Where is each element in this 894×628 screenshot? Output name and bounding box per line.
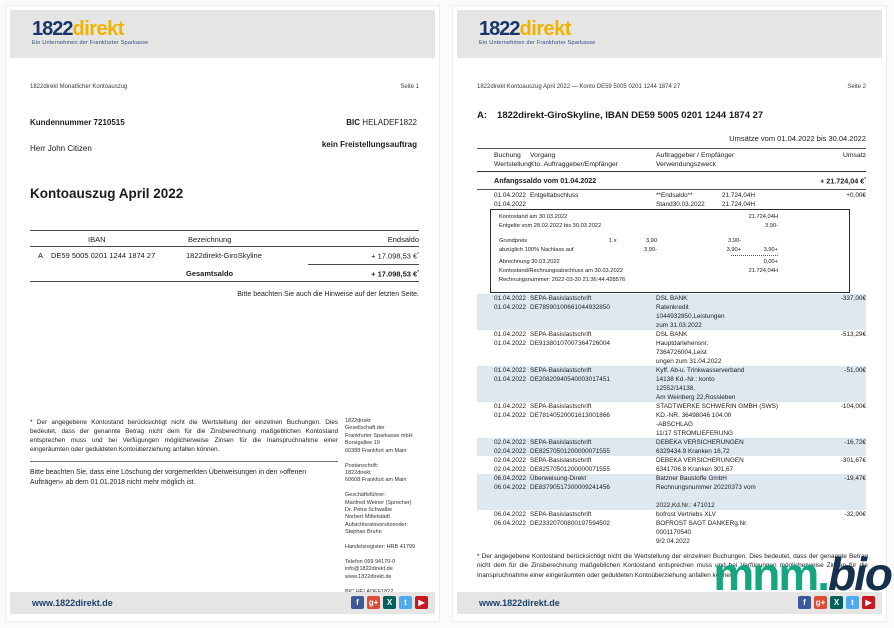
hints-notice: Bitte beachten Sie auch die Hinweise auf der letzten Seite. (237, 291, 419, 298)
company-info-column (345, 418, 435, 596)
company-info-line: Manfred Weiner (Sprecher) (345, 499, 412, 506)
youtube-icon[interactable]: ▶ (862, 596, 875, 609)
statement-page-2 (452, 5, 887, 622)
counterparty-account: DE91380107007364726004 (530, 340, 610, 347)
company-info-line: 60608 Frankfurt am Main (345, 477, 407, 484)
bic-line (322, 118, 417, 127)
fee-endsaldo-label: **Endsaldo** (656, 192, 693, 199)
value-date: 06.04.2022 (494, 484, 526, 491)
page-number: Seite 1 (400, 84, 419, 90)
booking-date: 01.04.2022 (494, 367, 526, 374)
transaction-detail-line: 7364726004,Leist (656, 349, 707, 356)
transaction-detail-line: 14138 Kd.-Nr.: konto (656, 376, 715, 383)
bic-label: BIC (346, 118, 361, 127)
counterparty-account: DE82570501200000071555 (530, 448, 610, 455)
transaction-type: SEPA-Basislastschrift (530, 331, 592, 338)
logo-text-direkt: direkt (519, 18, 571, 40)
value-date: 02.04.2022 (494, 448, 526, 455)
account-name: 1822direkt-GiroSkyline (186, 251, 262, 260)
company-info-line (345, 581, 435, 588)
transaction-amount: -32,90€ (844, 511, 866, 518)
watermark-mnm: mnm. (713, 548, 829, 600)
transaction-row (477, 456, 866, 474)
transaction-type: SEPA-Basislastschrift (530, 457, 592, 464)
transaction-detail-line: 0001170540 (656, 529, 692, 536)
company-info-line: 60388 Frankfurt am Main (345, 447, 407, 454)
company-info-line: Telefon 069 94170-0 (345, 558, 396, 565)
company-info-line: Borsigallee 19 (345, 440, 380, 447)
company-info-line: Handelsregister: HRB 41799 (345, 544, 416, 551)
footnote-marker: * (417, 251, 419, 256)
company-info-line (345, 485, 435, 492)
value-date: 01.04.2022 (494, 304, 526, 311)
col-wertstellung: Wertstellung (494, 161, 532, 168)
transaction-row (477, 294, 866, 330)
transaction-detail-line: DEBEKA VERSICHERUNGEN (656, 457, 744, 464)
booking-date: 02.04.2022 (494, 439, 526, 446)
account-key: A (38, 251, 44, 260)
fee-box-line: abzüglich 100% Nachlass auf 3,90- 3,90+ 3,90+ (499, 247, 778, 253)
transaction-detail-line: BOFROST SAGT DANKERg.Nr. (656, 520, 748, 527)
footnote-divider (30, 461, 338, 462)
brand-tagline: Ein Unternehmen der Frankfurter Sparkasse (32, 40, 149, 46)
col-auftraggeber: Auftraggeber / Empfänger (656, 152, 735, 159)
transaction-type: SEPA-Basislastschrift (530, 367, 592, 374)
total-row (30, 265, 419, 281)
footnote-star-text: * Der angegebene Kontostand berücksichtigt nicht die Wertstellung der einzelnen Buchungen. Dies bedeutet, dass der genannte Betrag nicht dem für die Zinsberechnung maßgeblichen Kontostand entsprechen muss und bei Verfügungen möglicherweise Zinsen für die Inanspruchnahme einer eingeräumten oder geduldeten Kontoüberziehung anfallen können. (477, 553, 868, 579)
fee-stand-label: Stand30.03.2022 (656, 201, 705, 208)
value-date: 01.04.2022 (494, 340, 526, 347)
twitter-icon[interactable]: t (399, 596, 412, 609)
total-amount: + 17.098,53 €* (371, 269, 419, 279)
col-umsatz: Umsatz (842, 152, 866, 159)
xing-icon[interactable]: X (830, 596, 843, 609)
account-iban: DE59 5005 0201 1244 1874 27 (51, 251, 156, 260)
transaction-row (477, 438, 866, 456)
booking-date: 01.04.2022 (494, 331, 526, 338)
opening-balance-amount: + 21.724,04 €* (820, 176, 866, 186)
google-plus-icon[interactable]: g+ (815, 598, 826, 607)
account-section-key: A: (477, 110, 488, 121)
company-info-line: www.1822direkt.de (345, 573, 392, 580)
facebook-icon[interactable]: f (351, 596, 364, 609)
col-kto: Kto. Auftraggeber/Empfänger (530, 161, 619, 168)
transactions-header (477, 148, 866, 172)
transaction-amount: +0,00€ (846, 192, 866, 199)
company-info-line (345, 537, 435, 544)
customer-number: Kundennummer 7210515 (30, 118, 125, 127)
company-info-line: Postanschrift: (345, 462, 379, 469)
company-info-line: Geschäftsführer: (345, 492, 386, 499)
google-plus-icon[interactable]: g+ (368, 598, 379, 607)
counterparty-account: DE23320700800197594502 (530, 520, 610, 527)
company-info-line: Stephan Bruhn (345, 529, 382, 536)
transaction-row (477, 510, 866, 546)
company-info-line: Frankfurter Sparkasse mbH (345, 432, 413, 439)
logo-text-direkt: direkt (72, 18, 124, 40)
transaction-detail-line: Batzner Baustoffe GmbH (656, 475, 727, 482)
col-verwendungszweck: Verwendungszweck (656, 161, 717, 168)
transaction-row (477, 402, 866, 438)
transaction-detail-line: 9/2.04.2022 (656, 538, 690, 545)
transaction-type: SEPA-Basislastschrift (530, 439, 592, 446)
brand-tagline: Ein Unternehmen der Frankfurter Sparkasse (479, 40, 596, 46)
bic-block (322, 118, 417, 149)
transaction-amount: -16,72€ (844, 439, 866, 446)
document-type-label: 1822direkt Kontoauszug April 2022 — Konto DE59 5005 0201 1244 1874 27 (477, 84, 681, 90)
transaction-type: Überweisung-Direkt (530, 475, 587, 482)
booking-date: 01.04.2022 (494, 403, 526, 410)
value-date: 01.04.2022 (494, 201, 526, 208)
table-bottom-rule (30, 281, 419, 282)
transaction-detail-line: ungen zum 31.04.2022 (656, 358, 722, 365)
facebook-icon[interactable]: f (798, 596, 811, 609)
col-vorgang: Vorgang (530, 152, 556, 159)
footnote-star-text: * Der angegebene Kontostand berücksichtigt nicht die Wertstellung der einzelnen Buchungen. Dies bedeutet, dass der genannte Betrag nicht dem für die Zinsberechnung maßgeblichen Kontostand entsprechen muss und bei Verfügungen möglicherweise Zinsen für die Inanspruchnahme einer eingeräumten oder geduldeten Kontoüberziehung anfallen können. (30, 419, 338, 454)
page-meta-line (30, 84, 419, 90)
booking-date: 06.04.2022 (494, 475, 526, 482)
fee-box-line: Grundpreis 1 x 3,90 3,90- (499, 238, 741, 244)
col-buchung: Buchung (494, 152, 521, 159)
footnote-orders-text: Bitte beachten Sie, dass eine Löschung der vorgemerkten Überweisungen in den »offenen Aufträgen« ab dem 01.01.2018 nicht mehr möglich ist. (30, 469, 307, 487)
transaction-detail-line: Am Weinberg 22,Rossleben (656, 394, 736, 401)
footer-url[interactable]: www.1822direkt.de (479, 598, 560, 608)
account-endsaldo: + 17.098,53 €* (371, 251, 419, 261)
company-info-line (345, 455, 435, 462)
total-label: Gesamtsaldo (186, 269, 234, 278)
document-type-label: 1822direkt Monatlicher Kontoauszug (30, 84, 128, 90)
social-icons (351, 596, 428, 609)
twitter-icon[interactable]: t (846, 596, 859, 609)
transaction-detail-line: 1044932850,Leistungen (656, 313, 725, 320)
counterparty-account: DE82570501200000071555 (530, 466, 610, 473)
counterparty-account: DE78590100661044932850 (530, 304, 610, 311)
transaction-detail-line: Rechnungsnummer 20220373 vom (656, 484, 756, 491)
transaction-detail-line: -ABSCHLAG (656, 421, 693, 428)
footnote-marker: * (417, 269, 419, 274)
transaction-detail-line (656, 492, 866, 501)
customer-name: Herr John Citizen (30, 144, 92, 153)
logo-text-1822: 1822 (32, 18, 73, 40)
account-section-title (477, 110, 763, 121)
header-band (457, 10, 882, 58)
transaction-detail-line: Ratenkredit (656, 304, 689, 311)
fee-endsaldo-value: 21.724,04H (722, 192, 756, 199)
transaction-detail-line: STADTWERKE SCHWERIN GMBH (SWS) (656, 403, 779, 410)
bic-value: HELADEF1822 (362, 118, 417, 127)
col-header-bezeichnung: Bezeichnung (188, 235, 232, 244)
fee-stand-value: 21.724,04H (722, 201, 756, 208)
transaction-type: SEPA-Basislastschrift (530, 295, 592, 302)
transaction-row (477, 366, 866, 402)
transaction-detail-line: bofrost Vertriebs XLV (656, 511, 716, 518)
period-line: Umsätze vom 01.04.2022 bis 30.04.2022 (729, 134, 866, 143)
transaction-amount: -513,29€ (840, 331, 866, 338)
counterparty-account: DE78140520001613001866 (530, 412, 610, 419)
transaction-detail-line: 2022,Kd.Nr.: 471012 (656, 502, 715, 509)
youtube-icon[interactable]: ▶ (415, 596, 428, 609)
value-date: 02.04.2022 (494, 466, 526, 473)
xing-icon[interactable]: X (383, 596, 396, 609)
transaction-detail-line: 6341706.8 Kranken 301,67 (656, 466, 734, 473)
transaction-detail-line: Hauptdarlehensnr. (656, 340, 709, 347)
logo-text-1822: 1822 (479, 18, 520, 40)
transaction-detail-line: DSL BANK (656, 295, 688, 302)
company-info-line: Aufsichtsratsvorsitzender: (345, 521, 408, 528)
fee-box-line: Entgelte vom 28.02.2022 bis 30.03.2022 3,90- (499, 223, 778, 229)
company-info-line (345, 552, 435, 559)
transaction-detail-line: DSL BANK (656, 331, 688, 338)
footer-url[interactable]: www.1822direkt.de (32, 598, 113, 608)
transaction-amount: -337,00€ (840, 295, 866, 302)
transaction-amount: -301,67€ (840, 457, 866, 464)
customer-block (30, 118, 125, 153)
transaction-amount: -104,00€ (840, 403, 866, 410)
table-header-row (30, 231, 419, 246)
footnotes-block (30, 418, 338, 488)
company-info-line: Gesellschaft der (345, 425, 385, 432)
fee-detail-box (490, 209, 850, 293)
transaction-detail-line: 11/17 STROMLIEFERUNG (656, 430, 733, 437)
transactions-table (477, 294, 866, 546)
value-date: 01.04.2022 (494, 412, 526, 419)
company-info-line: Dr. Petra Schwalbe (345, 507, 393, 513)
account-section-name: 1822direkt-GiroSkyline, IBAN DE59 5005 0201 1244 1874 27 (497, 110, 764, 121)
booking-date: 06.04.2022 (494, 511, 526, 518)
account-row (30, 247, 419, 264)
counterparty-account: DE20820940540003017451 (530, 376, 610, 383)
company-info-line: info@1822direkt.de (345, 566, 393, 573)
fee-box-line: Kontostand/Rechnungsabschluss am 30.03.2022 21.724,04H (499, 268, 778, 274)
booking-date: 01.04.2022 (494, 295, 526, 302)
col-header-endsaldo: Endsaldo (387, 235, 419, 244)
company-info-line: 1822direkt (345, 469, 371, 476)
transaction-type: SEPA-Basislastschrift (530, 511, 592, 518)
fee-box-line: Rechnungsnummer: 2022-03-30 21:36:44.428576 (499, 277, 626, 283)
opening-balance-row (477, 173, 866, 190)
col-header-iban: IBAN (88, 235, 106, 244)
freistellung-note: kein Freistellungsauftrag (321, 140, 417, 149)
value-date: 01.04.2022 (494, 376, 526, 383)
transaction-detail-line: Kyff. Ab-u. Trinkwasserverband (656, 367, 745, 374)
transaction-amount: -51,00€ (844, 367, 866, 374)
transaction-detail-line: 6329434.9 Kranken 16,72 (656, 448, 730, 455)
statement-page-1 (5, 5, 440, 622)
footer-bar (10, 592, 435, 614)
booking-date: 02.04.2022 (494, 457, 526, 464)
company-info-line: Norbert Mittelstädt (345, 514, 390, 521)
value-date: 06.04.2022 (494, 520, 526, 527)
accounts-summary-table (30, 230, 419, 282)
fee-box-line: Abrechnung 30.03.2022 0,00+ (499, 259, 778, 265)
header-band (10, 10, 435, 58)
footnote-marker: * (864, 176, 866, 181)
page-number: Seite 2 (847, 84, 866, 90)
watermark-bio: bio (828, 548, 891, 600)
transaction-detail-line: 12552/14138, (656, 385, 696, 392)
transaction-detail-line: DEBEKA VERSICHERUNGEN (656, 439, 744, 446)
transaction-type: SEPA-Basislastschrift (530, 403, 592, 410)
booking-date: 01.04.2022 (494, 192, 526, 199)
mnm-bio-watermark (713, 548, 891, 600)
company-info-line: 1822direkt (345, 418, 371, 424)
brand-logo (479, 19, 595, 47)
transaction-type: Entgeltabschluss (530, 192, 579, 199)
transaction-detail-line: KD.-NR. 36498046 104.00 (656, 412, 732, 419)
transaction-detail-line: zum 31.03.2022 (656, 322, 702, 329)
opening-balance-label: Anfangssaldo vom 01.04.2022 (494, 176, 597, 185)
transaction-row (477, 330, 866, 366)
transaction-row (477, 474, 866, 510)
brand-logo (32, 19, 148, 47)
fee-box-line: Kontostand am 30.03.2022 21.724,04H (499, 214, 778, 220)
statement-title: Kontoauszug April 2022 (30, 186, 184, 201)
counterparty-account: DE83790517300009241456 (530, 484, 610, 491)
dotted-subtotal-rule (731, 255, 778, 256)
transaction-amount: -19,47€ (844, 475, 866, 482)
page-meta-line (477, 84, 866, 90)
